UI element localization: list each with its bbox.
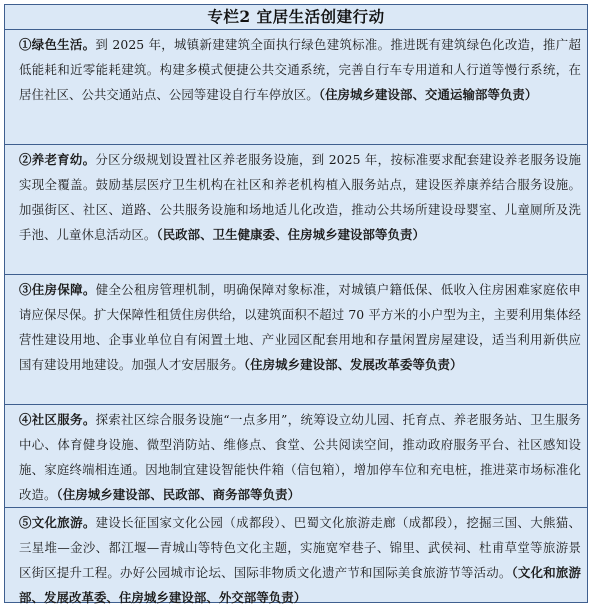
section-responsible: （文化和旅游部、发展改革委、住房城乡建设部、外交部等负责） xyxy=(19,565,582,605)
section-heading: ③住房保障。 xyxy=(19,282,96,297)
section-heading: ⑤文化旅游。 xyxy=(19,515,96,530)
section-body: 探索社区综合服务设施“一点多用”，统筹设立幼儿园、托育点、养老服务站、卫生服务中心、体育健身设施、微型消防站、维修点、食堂、公共阅读空间，推动政府服务平台、社区感知设施、家庭终端相连通。因地制宜建设智能快件箱（信包箱），增加停车位和充电桩，推进菜市场标准化改造。 xyxy=(19,412,581,502)
section-heading: ①绿色生活。 xyxy=(19,37,96,52)
section-housing-security xyxy=(5,275,587,405)
section-responsible: （住房城乡建设部、发展改革委等负责） xyxy=(243,357,463,372)
section-responsible: （民政部、卫生健康委、住房城乡建设部等负责） xyxy=(156,227,425,242)
section-elderly-childcare xyxy=(5,145,587,275)
section-culture-tourism xyxy=(5,508,587,604)
section-responsible: （住房城乡建设部、民政部、商务部等负责） xyxy=(56,487,301,502)
section-body: 健全公租房管理机制，明确保障对象标准，对城镇户籍低保、低收入住房困难家庭依申请应保尽保。扩大保障性租赁住房供给，以建筑面积不超过 70 平方米的小户型为主，主要利用集体经营性建设用地、企事业单位自有闲置土地、产业园区配套用地和存量闲置房屋建设，适当利用新供应国有建设用地建设。加强人才安居服务。 xyxy=(19,282,581,372)
section-body: 到 2025 年，城镇新建建筑全面执行绿色建筑标准。推进既有建筑绿色化改造，推广超低能耗和近零能耗建筑。构建多模式便捷公共交通系统，完善自行车专用道和人行道等慢行系统，在居住社区、公共交通站点、公园等建设自行车停放区。 xyxy=(19,37,581,102)
column-title: 专栏2 宜居生活创建行动 xyxy=(5,5,587,30)
section-heading: ②养老育幼。 xyxy=(19,152,96,167)
column-box xyxy=(4,4,588,603)
section-responsible: （住房城乡建设部、交通运输部等负责） xyxy=(318,87,538,102)
section-heading: ④社区服务。 xyxy=(19,412,96,427)
section-body: 建设长征国家文化公园（成都段）、巴蜀文化旅游走廊（成都段），挖掘三国、大熊猫、三星堆—金沙、都江堰—青城山等特色文化主题，实施宽窄巷子、锦里、武侯祠、杜甫草堂等旅游景区街区提升工程。办好公园城市论坛、国际非物质文化遗产节和国际美食旅游节等活动。 xyxy=(19,515,581,580)
section-body: 分区分级规划设置社区养老服务设施，到 2025 年，按标准要求配套建设养老服务设施实现全覆盖。鼓励基层医疗卫生机构在社区和养老机构植入服务站点，建设医养康养结合服务设施。加强街区、社区、道路、公共服务设施和场地适儿化改造，推动公共场所建设母婴室、儿童厕所及洗手池、儿童休息活动区。 xyxy=(19,152,581,242)
section-green-living xyxy=(5,30,587,145)
section-community-services xyxy=(5,405,587,508)
